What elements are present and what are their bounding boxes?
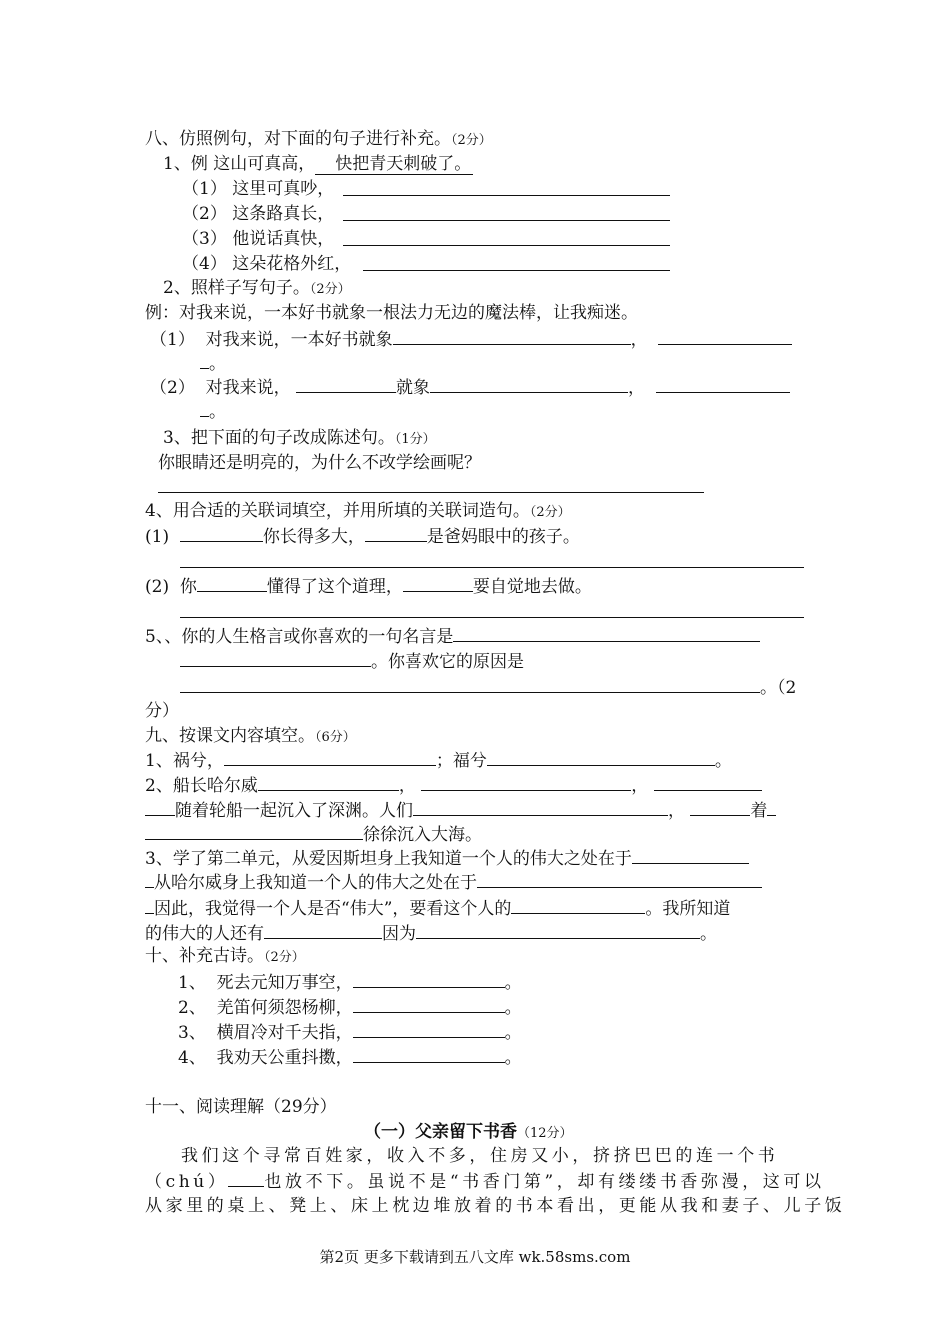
answer-line[interactable] — [343, 195, 670, 196]
answer-blank[interactable] — [145, 871, 154, 888]
answer-line[interactable] — [363, 270, 670, 271]
s9-q3-line-2: 从哈尔威身上我知道一个人的伟大之处在于 — [145, 871, 762, 894]
section-9-heading: 九、按课文内容填空。（6分） — [145, 726, 356, 746]
answer-blank[interactable] — [200, 352, 209, 369]
q4-item-1: (1) 你长得多大， 是爸妈眼中的孩子。 — [145, 527, 580, 547]
page-footer: 第2页 更多下载请到五八文库 wk.58sms.com — [319, 1248, 631, 1266]
answer-blank[interactable] — [430, 376, 628, 393]
answer-blank[interactable] — [656, 376, 790, 393]
answer-line[interactable] — [343, 220, 670, 221]
answer-line[interactable] — [158, 492, 704, 493]
passage-line: （chú） 也放不下。虽说不是“书香门第”，却有缕缕书香弥漫，这可以 — [145, 1172, 825, 1192]
q5-line-1: 5、、你的人生格言或你喜欢的一句名言是 — [145, 625, 760, 648]
poem-item: 3、 横眉冷对千夫指， 。 — [178, 1023, 522, 1043]
q4-heading: 4、用合适的关联词填空，并用所填的关联词造句。（2分） — [145, 501, 571, 521]
q3-sentence: 你眼睛还是明亮的，为什么不改学绘画呢？ — [158, 453, 481, 473]
answer-blank[interactable] — [767, 799, 776, 816]
passage-title: （一）父亲留下书香（12分） — [364, 1122, 573, 1142]
answer-blank[interactable] — [145, 799, 175, 816]
answer-blank[interactable] — [353, 1046, 505, 1063]
s9-q1: 1、祸兮， ；福兮 。 — [145, 751, 732, 771]
answer-line[interactable] — [180, 567, 804, 568]
passage-line: 我们这个寻常百姓家，收入不多，住房又小，挤挤巴巴的连一个书 — [181, 1146, 779, 1166]
q2-heading: 2、照样子写句子。（2分） — [163, 278, 351, 298]
answer-blank[interactable] — [393, 328, 631, 345]
s9-q3-line-4: 的伟大的人还有 因为 。 — [145, 924, 717, 944]
poem-item: 2、 羌笛何须怨杨柳， 。 — [178, 998, 522, 1018]
q1-item: （1） 这里可真吵， — [182, 179, 335, 199]
q2-item-1-end: 。 — [200, 352, 226, 375]
q1-example: 1、例 这山可真高， 快把青天刺破了。 — [163, 154, 472, 174]
example-answer: 快把青天刺破了。 — [315, 154, 473, 175]
answer-blank[interactable] — [511, 897, 645, 914]
q1-item: （2） 这条路真长， — [182, 204, 335, 224]
answer-blank[interactable] — [200, 400, 209, 417]
s9-q2-line-3: 徐徐沉入大海。 — [145, 823, 482, 846]
section-10-heading: 十、补充古诗。（2分） — [145, 946, 305, 966]
s9-q2-line-2: 随着轮船一起沉入了深渊。人们 ， 着 — [145, 799, 776, 822]
q2-item-1: （1） 对我来说，一本好书就象 ， — [150, 328, 792, 351]
poem-item: 4、 我劝天公重抖擞， 。 — [178, 1048, 522, 1068]
q1-item: （3） 他说话真快， — [182, 229, 335, 249]
answer-blank[interactable] — [632, 847, 749, 864]
s9-q3-line-1: 3、学了第二单元，从爱因斯坦身上我知道一个人的伟大之处在于 — [145, 847, 749, 870]
answer-blank[interactable] — [421, 774, 631, 791]
answer-blank[interactable] — [487, 749, 715, 766]
section-11-heading: 十一、阅读理解（29分） — [145, 1097, 337, 1117]
answer-blank[interactable] — [416, 922, 700, 939]
answer-blank[interactable] — [197, 575, 267, 592]
q2-item-2-end: 。 — [200, 400, 226, 423]
q2-item-2: （2） 对我来说， 就象 ， — [150, 376, 790, 399]
q5-line-4: 分） — [145, 701, 179, 721]
answer-blank[interactable] — [180, 525, 263, 542]
answer-blank[interactable] — [477, 871, 762, 888]
answer-blank[interactable] — [353, 971, 505, 988]
passage-line: 从家里的桌上、凳上、床上枕边堆放着的书本看出，更能从我和妻子、儿子饭 — [145, 1196, 846, 1216]
s9-q3-line-3: 因此，我觉得一个人是否“伟大”，要看这个人的 。我所知道 — [145, 897, 730, 920]
answer-blank[interactable] — [180, 650, 371, 667]
s9-q2-line-1: 2、船长哈尔威 ， ， — [145, 774, 762, 797]
answer-blank[interactable] — [413, 799, 668, 816]
answer-blank[interactable] — [353, 996, 505, 1013]
answer-blank[interactable] — [264, 922, 382, 939]
answer-blank[interactable] — [145, 823, 363, 840]
answer-blank[interactable] — [365, 525, 427, 542]
answer-blank[interactable] — [180, 676, 760, 693]
answer-blank[interactable] — [145, 897, 154, 914]
answer-blank[interactable] — [353, 1021, 505, 1038]
answer-blank[interactable] — [296, 376, 396, 393]
answer-blank[interactable] — [403, 575, 473, 592]
q3-heading: 3、把下面的句子改成陈述句。（1分） — [163, 428, 436, 448]
q4-item-2: (2) 你 懂得了这个道理， 要自觉地去做。 — [145, 577, 592, 597]
answer-blank[interactable] — [654, 774, 762, 791]
answer-blank[interactable] — [658, 328, 792, 345]
answer-blank[interactable] — [258, 774, 399, 791]
q2-example: 例：对我来说，一本好书就象一根法力无边的魔法棒，让我痴迷。 — [145, 303, 638, 323]
answer-blank[interactable] — [224, 749, 436, 766]
answer-line[interactable] — [180, 617, 804, 618]
section-8-heading: 八、仿照例句，对下面的句子进行补充。（2分） — [145, 129, 492, 149]
answer-line[interactable] — [343, 245, 670, 246]
q5-line-2: 。你喜欢它的原因是 — [180, 650, 524, 673]
q1-item: （4） 这朵花格外红， — [182, 254, 352, 274]
answer-blank[interactable] — [453, 625, 760, 642]
q5-line-3: 。（2 — [180, 676, 796, 699]
answer-blank[interactable] — [228, 1170, 264, 1187]
answer-blank[interactable] — [690, 799, 750, 816]
poem-item: 1、 死去元知万事空， 。 — [178, 973, 522, 993]
